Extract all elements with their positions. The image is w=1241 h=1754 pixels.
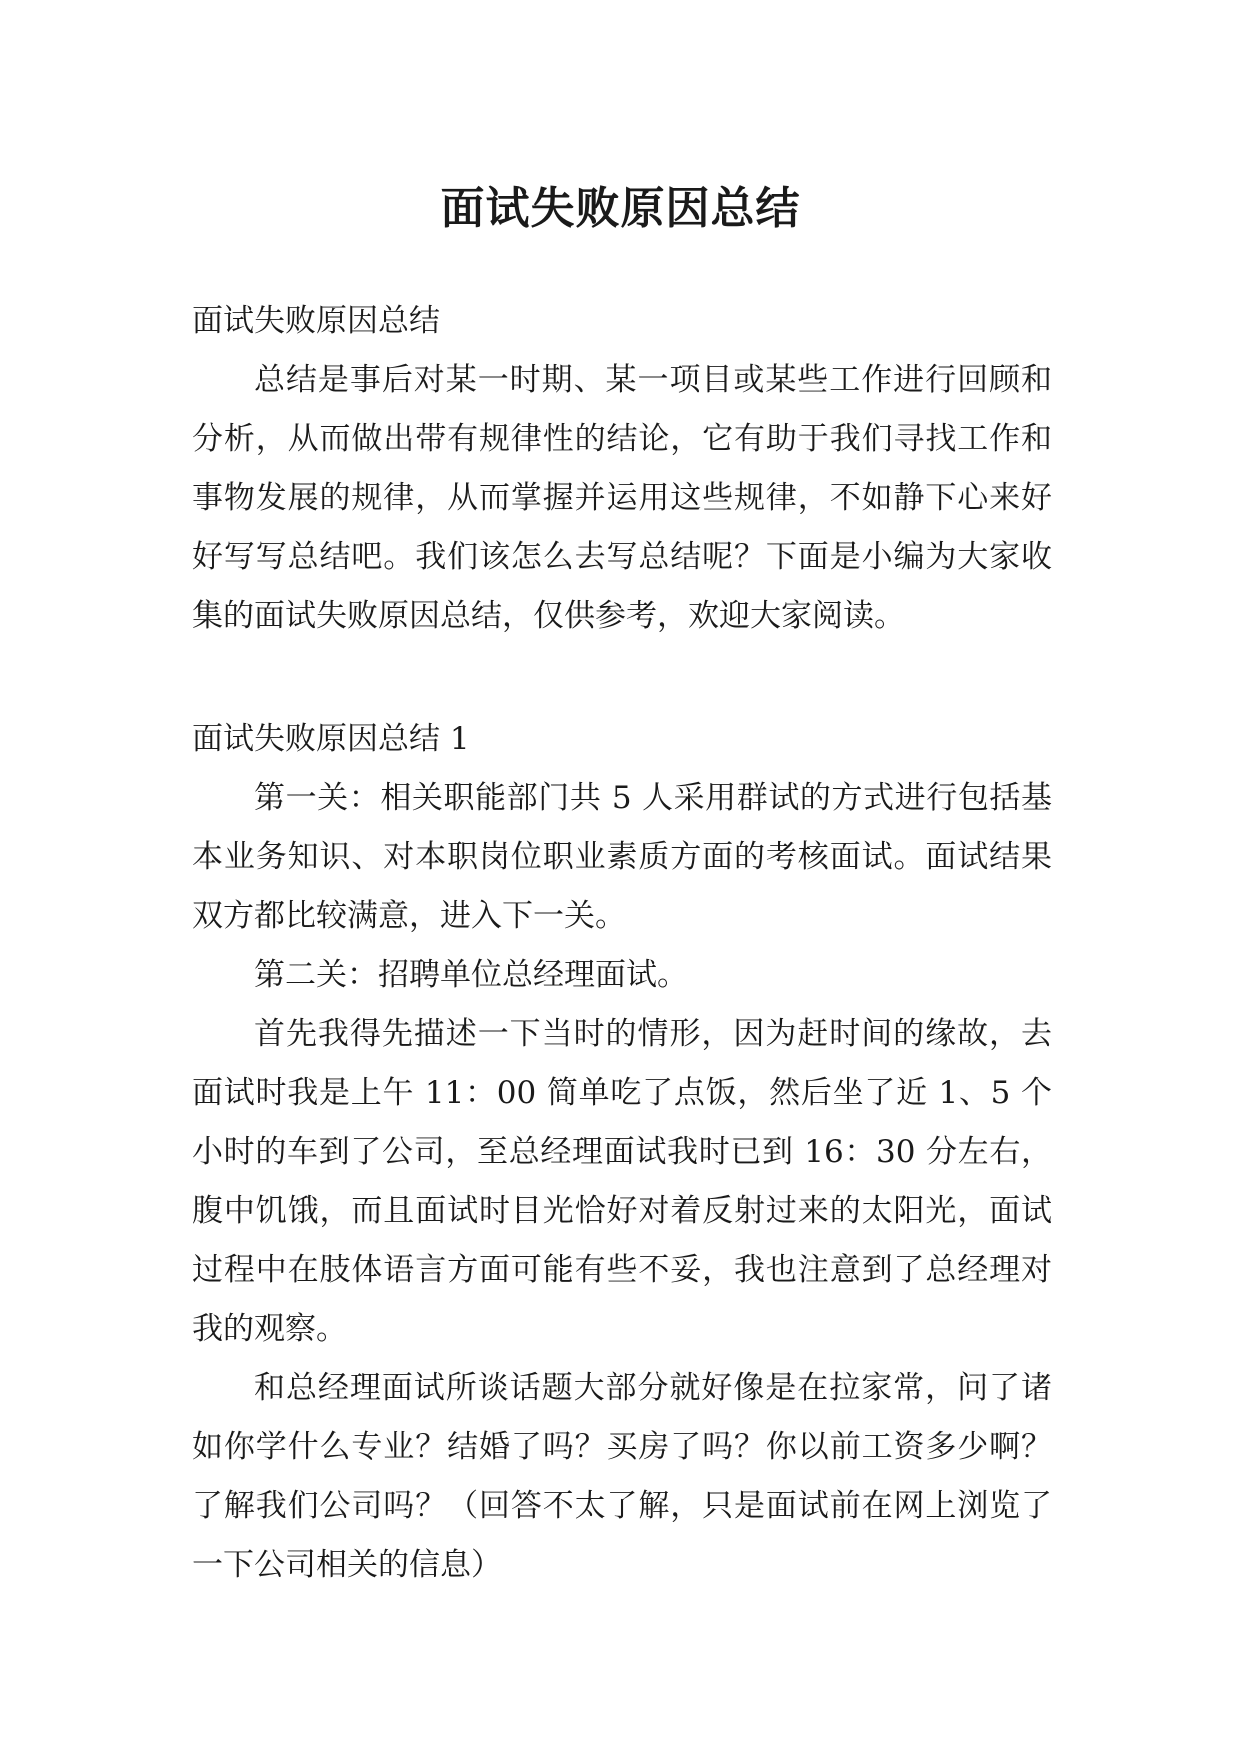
paragraph-situation: 首先我得先描述一下当时的情形，因为赶时间的缘故，去面试时我是上午 11：00 简单吃了点饭，然后坐了近 1、5 个小时的车到了公司，至总经理面试我时已到 16：30 分左右，腹中饥饿，而且面试时目光恰好对着反射过来的太阳光，面试过程中在肢体语言方面可能有些不妥，我也注意到了总经理对我的观察。 xyxy=(192,1016,1052,1347)
document-body xyxy=(192,292,1052,1595)
paragraph-conversation: 和总经理面试所谈话题大部分就好像是在拉家常，问了诸如你学什么专业？结婚了吗？买房了吗？你以前工资多少啊？了解我们公司吗？（回答不太了解，只是面试前在网上浏览了一下公司相关的信息） xyxy=(192,1370,1052,1583)
section-heading-1: 面试失败原因总结 1 xyxy=(192,721,470,757)
paragraph-first-round: 第一关：相关职能部门共 5 人采用群试的方式进行包括基本业务知识、对本职岗位职业素质方面的考核面试。面试结果双方都比较满意，进入下一关。 xyxy=(192,780,1052,934)
section-heading-intro: 面试失败原因总结 xyxy=(192,303,440,339)
page-title: 面试失败原因总结 xyxy=(440,183,801,235)
intro-paragraph: 总结是事后对某一时期、某一项目或某些工作进行回顾和分析，从而做出带有规律性的结论，它有助于我们寻找工作和事物发展的规律，从而掌握并运用这些规律，不如静下心来好好写写总结吧。我们该怎么去写总结呢？下面是小编为大家收集的面试失败原因总结，仅供参考，欢迎大家阅读。 xyxy=(192,362,1052,634)
paragraph-second-round: 第二关：招聘单位总经理面试。 xyxy=(254,957,688,993)
